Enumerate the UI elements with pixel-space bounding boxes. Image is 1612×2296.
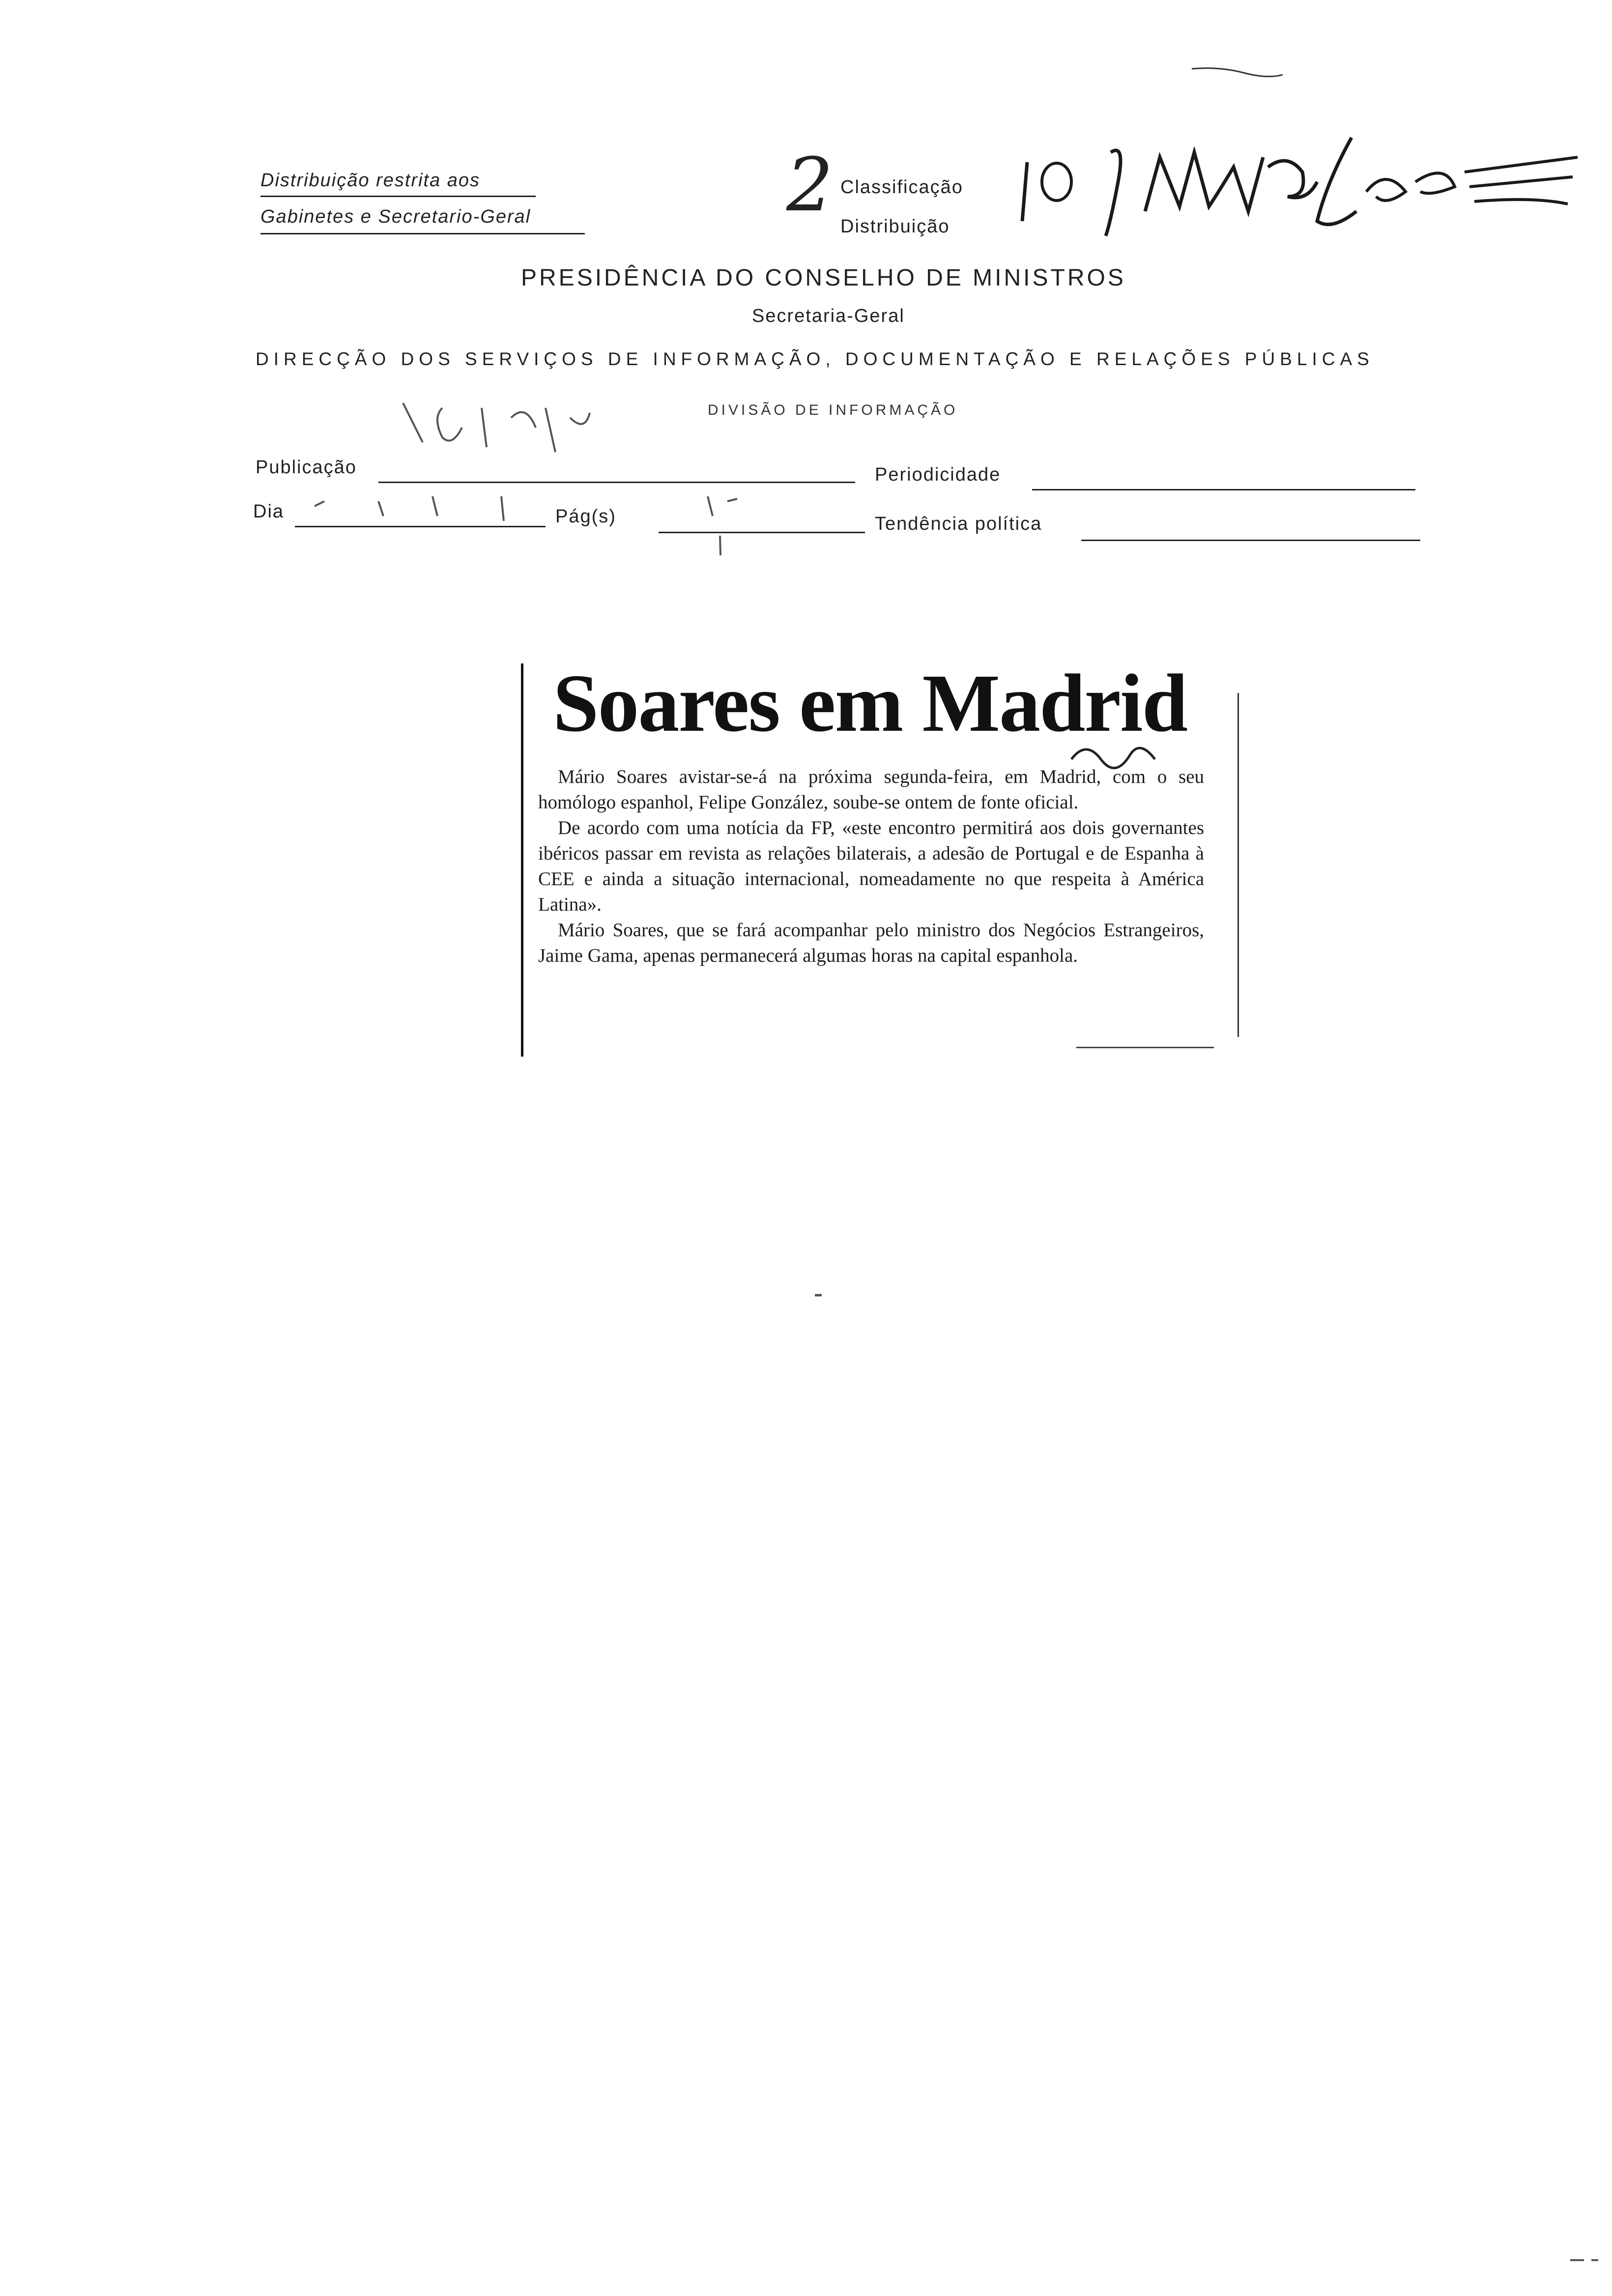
pags-label: Pág(s) bbox=[555, 506, 616, 527]
article-paragraph-3: Mário Soares, que se fará acompanhar pelo ministro dos Negócios Estrangeiros, Jaime Gama, apenas permanecerá algumas horas na capital espanhola. bbox=[538, 919, 1204, 966]
newspaper-clipping bbox=[511, 654, 1229, 1062]
clipping-right-border bbox=[1238, 693, 1239, 1037]
classification-mark: 2 bbox=[786, 143, 834, 228]
speck-3 bbox=[1591, 2259, 1598, 2261]
letterhead-directorate: DIRECÇÃO DOS SERVIÇOS DE INFORMAÇÃO, DOCUMENTAÇÃO E RELAÇÕES PÚBLICAS bbox=[256, 349, 1374, 369]
handwritten-note bbox=[1012, 123, 1583, 241]
letterhead-title: PRESIDÊNCIA DO CONSELHO DE MINISTROS bbox=[521, 265, 1126, 291]
periodicidade-label: Periodicidade bbox=[875, 464, 1001, 485]
distribution-underline-2 bbox=[260, 233, 585, 234]
field-pen-marks bbox=[305, 487, 747, 565]
speck-2 bbox=[1570, 2259, 1584, 2261]
publicacao-field-line[interactable] bbox=[378, 482, 855, 483]
distribution-line-2: Gabinetes e Secretario-Geral bbox=[260, 206, 531, 227]
distribuicao-label: Distribuição bbox=[840, 216, 950, 237]
speck-1 bbox=[815, 1294, 822, 1296]
distribution-line-1: Distribuição restrita aos bbox=[260, 170, 481, 191]
dia-label: Dia bbox=[253, 501, 285, 522]
tendencia-label: Tendência política bbox=[875, 514, 1042, 534]
handwritten-scribble bbox=[393, 388, 649, 462]
article-paragraph-2: De acordo com uma notícia da FP, «este encontro permitirá aos dois governantes ibéricos passar em revista as relações bilaterais, a adesão de Portugal e de Espanha à CEE e ainda a situação internacional, nomeadamente no que respeita à América Latina». bbox=[538, 817, 1204, 915]
clipping-bottom-rule bbox=[1076, 1047, 1214, 1048]
pen-stroke-top bbox=[1189, 59, 1288, 84]
clipping-scribble bbox=[1066, 730, 1165, 784]
distribution-underline-1 bbox=[260, 196, 536, 197]
letterhead-division: DIVISÃO DE INFORMAÇÃO bbox=[708, 402, 958, 418]
clipping-article bbox=[538, 764, 1204, 969]
letterhead-subtitle: Secretaria-Geral bbox=[752, 306, 905, 326]
tendencia-field-line[interactable] bbox=[1081, 540, 1420, 541]
clipping-left-border bbox=[521, 663, 523, 1057]
periodicidade-field-line[interactable] bbox=[1032, 489, 1415, 490]
article-paragraph-1: Mário Soares avistar-se-á na próxima segunda-feira, em Madrid, com o seu homólogo espanhol, Felipe González, soube-se ontem de fonte oficial. bbox=[538, 766, 1204, 813]
clipping-headline: Soares em Madrid bbox=[553, 658, 1187, 749]
classificacao-label: Classificação bbox=[840, 177, 963, 198]
publicacao-label: Publicação bbox=[256, 457, 357, 478]
